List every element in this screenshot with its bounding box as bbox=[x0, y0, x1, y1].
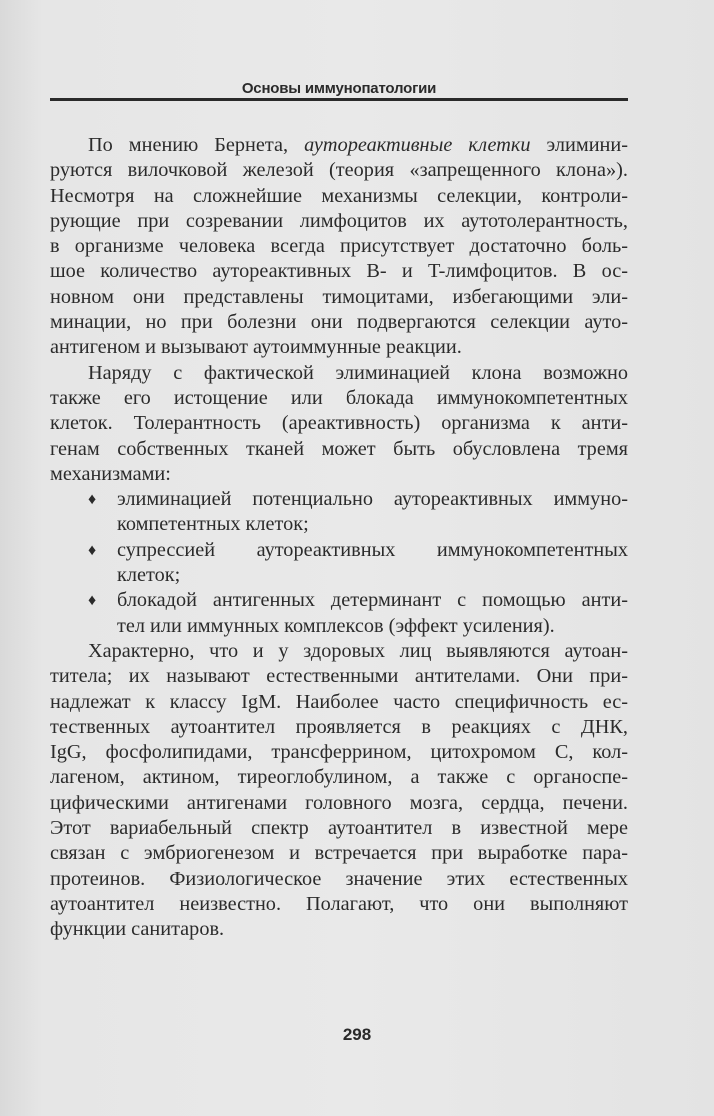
text-line: минации, но при болезни они подвергаются селекции ауто- bbox=[50, 311, 628, 334]
text-line: связан с эмбриогенезом и встречается при выработке пара- bbox=[50, 842, 628, 865]
text-line: функции санитаров. bbox=[50, 918, 225, 941]
header-rule bbox=[50, 98, 628, 101]
text-line: цифическими антигенами головного мозга, сердца, печени. bbox=[50, 791, 628, 814]
running-header bbox=[50, 78, 628, 102]
text-line: клеток. Толерантность (ареактивность) организма к анти- bbox=[50, 412, 628, 435]
text-line: клеток; bbox=[117, 564, 181, 587]
text-line: Характерно, что и у здоровых лиц выявляются аутоан- bbox=[88, 639, 628, 662]
list-item bbox=[50, 487, 628, 538]
text-line: супрессией аутореактивных иммунокомпетентных bbox=[117, 538, 628, 561]
text-line: рующие при созревании лимфоцитов их аутотолерантность, bbox=[50, 209, 628, 232]
paragraph bbox=[50, 361, 628, 487]
text-line: Этот вариабельный спектр аутоантител в известной мере bbox=[50, 817, 628, 840]
text-line: надлежат к классу IgM. Наиболее часто специфичность ес- bbox=[50, 690, 628, 713]
text-line: шое количество аутореактивных B- и T-лимфоцитов. В ос- bbox=[50, 260, 628, 283]
page-number: 298 bbox=[342, 1025, 372, 1044]
text-line: также его истощение или блокада иммунокомпетентных bbox=[50, 386, 628, 409]
text-line: новном они представлены тимоцитами, избегающими эли- bbox=[50, 285, 628, 308]
diamond-bullet-icon: ♦ bbox=[88, 541, 97, 559]
text-line: Наряду с фактической элиминацией клона возможно bbox=[88, 361, 628, 384]
text-line: генам собственных тканей может быть обусловлена тремя bbox=[50, 437, 628, 460]
emphasis: аутореактивные клетки bbox=[304, 134, 531, 156]
text-line: лагеном, актином, тиреоглобулином, а также с органоспе- bbox=[50, 766, 628, 789]
text-line: блокадой антигенных детерминант с помощью анти- bbox=[117, 589, 628, 612]
bullet-list bbox=[50, 487, 628, 639]
text-line: По мнению Бернета, аутореактивные клетки элимини- bbox=[88, 134, 629, 156]
body-text bbox=[50, 133, 628, 943]
running-header-title: Основы иммунопатологии bbox=[241, 80, 437, 97]
text-line: аутоантител неизвестно. Полагают, что они выполняют bbox=[50, 892, 628, 915]
text-line: элиминацией потенциально аутореактивных иммуно- bbox=[117, 488, 628, 511]
paragraph bbox=[50, 133, 628, 361]
text-line: тел или иммунных комплексов (эффект усиления). bbox=[117, 614, 555, 637]
text-line: тественных аутоантител проявляется в реакциях с ДНК, bbox=[50, 715, 628, 738]
text-line: руются вилочковой железой (теория «запрещенного клона»). bbox=[50, 159, 628, 182]
text-line: Несмотря на сложнейшие механизмы селекции, контроли- bbox=[50, 184, 628, 207]
text-line: IgG, фосфолипидами, трансферрином, цитохромом C, кол- bbox=[50, 741, 628, 764]
diamond-bullet-icon: ♦ bbox=[88, 491, 97, 509]
text-line: титела; их называют естественными антителами. Они при- bbox=[50, 665, 628, 688]
text-line: механизмами: bbox=[50, 462, 171, 485]
list-item bbox=[50, 538, 628, 589]
text-line: протеинов. Физиологическое значение этих естественных bbox=[50, 867, 628, 890]
text-line: компетентных клеток; bbox=[117, 513, 309, 536]
diamond-bullet-icon: ♦ bbox=[88, 592, 97, 610]
text-line: в организме человека всегда присутствует достаточно боль- bbox=[50, 235, 628, 258]
paragraph bbox=[50, 639, 628, 943]
text-line: антигеном и вызывают аутоиммунные реакции. bbox=[50, 336, 462, 359]
list-item bbox=[50, 588, 628, 639]
